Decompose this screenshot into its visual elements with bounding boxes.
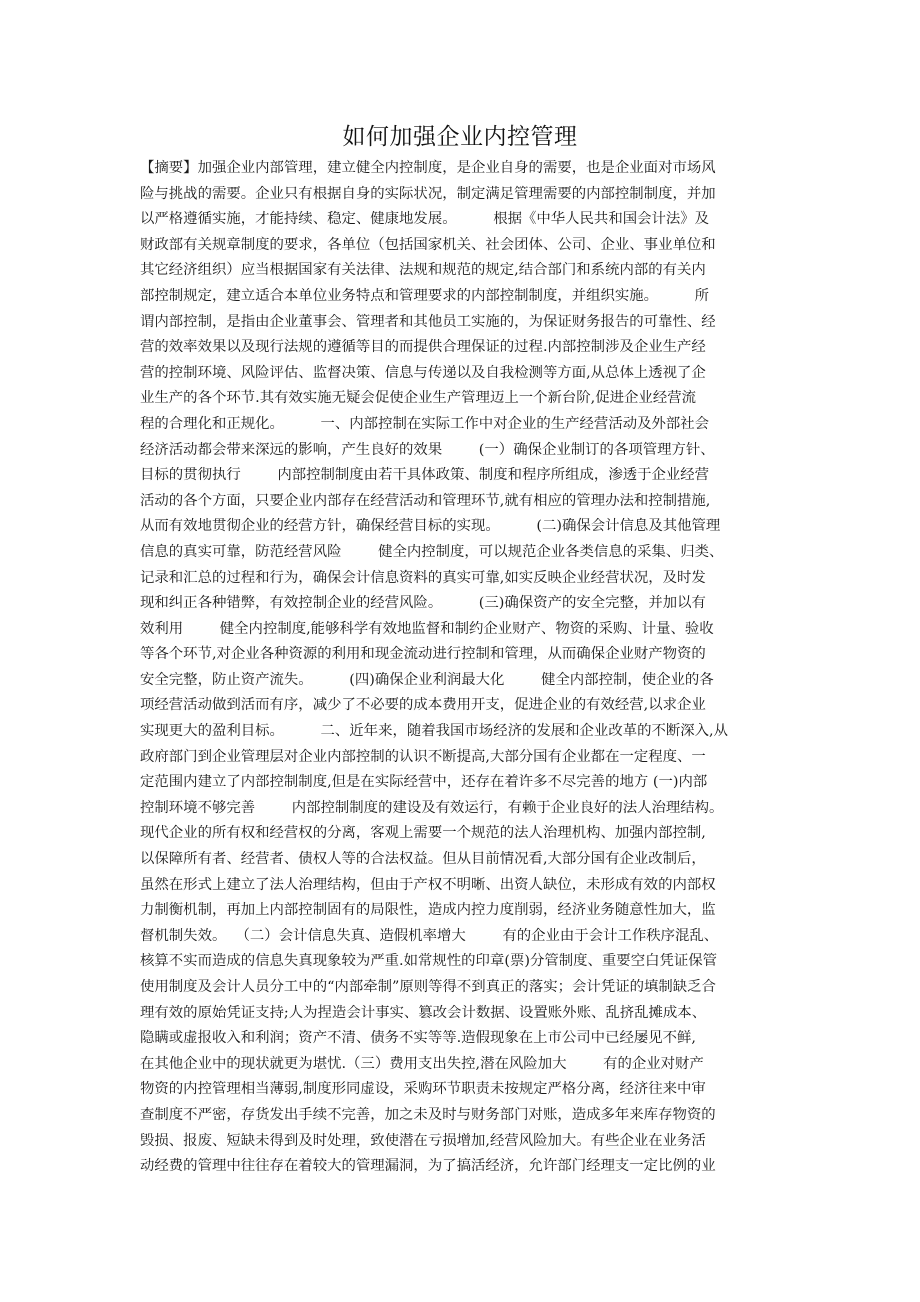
paragraph-line: 物资的内控管理相当薄弱,制度形同虚设，采购环节职责未按规定严格分离，经济往来中审 <box>140 1081 706 1098</box>
paragraph-line: 记录和汇总的过程和行为，确保会计信息资料的真实可靠,如实反映企业经营状况，及时发 <box>140 569 706 586</box>
paragraph-line: 营的控制环境、风险评估、监督决策、信息与传递以及自我检测等方面,从总体上透视了企 <box>140 364 706 381</box>
paragraph-line: 程的合理化和正规化。 一、内部控制在实际工作中对企业的生产经营活动及外部社会 <box>140 415 710 432</box>
paragraph-line: 在其他企业中的现状就更为堪忧.（三）费用支出失控,潜在风险加大 有的企业对财产 <box>140 1055 704 1072</box>
paragraph-line: 控制环境不够完善 内部控制制度的建设及有效运行，有赖于企业良好的法人治理结构。 <box>140 799 724 816</box>
paragraph-line: 隐瞒或虚报收入和利润；资产不清、债务不实等等.造假现象在上市公司中已经屡见不鲜, <box>140 1030 696 1047</box>
document-body <box>140 156 784 1180</box>
paragraph-line: 毁损、报废、短缺未得到及时处理，致使潜在亏损增加,经营风险加大。有些企业在业务活 <box>140 1132 706 1149</box>
paragraph-line: 部控制规定，建立适合本单位业务特点和管理要求的内部控制制度，并组织实施。 所 <box>140 287 710 304</box>
paragraph-line: 以严格遵循实施，才能持续、稳定、健康地发展。 根据《中华人民共和国会计法》及 <box>140 211 710 228</box>
paragraph-line: 效利用 健全内控制度,能够科学有效地监督和制约企业财产、物资的采购、计量、验收 <box>140 620 714 637</box>
paragraph-line: 实现更大的盈利目标。 二、近年来，随着我国市场经济的发展和企业改革的不断深入,从 <box>140 723 729 740</box>
document-title: 如何加强企业内控管理 <box>342 124 578 150</box>
paragraph-line: 虽然在形式上建立了法人治理结构，但由于产权不明晰、出资人缺位，未形成有效的内部权 <box>140 876 716 893</box>
paragraph-line: 督机制失效。 （二）会计信息失真、造假机率增大 有的企业由于会计工作秩序混乱、 <box>140 927 719 944</box>
paragraph-line: 等各个环节,对企业各种资源的利用和现金流动进行控制和管理，从而确保企业财产物资的 <box>140 646 706 663</box>
paragraph-line: 险与挑战的需要。企业只有根据自身的实际状况，制定满足管理需要的内部控制制度，并加 <box>140 185 716 202</box>
paragraph-line: 谓内部控制，是指由企业董事会、管理者和其他员工实施的，为保证财务报告的可靠性、经 <box>140 313 716 330</box>
paragraph-line: 业生产的各个环节.其有效实施无疑会促使企业生产管理迈上一个新台阶,促进企业经营流 <box>140 390 696 407</box>
paragraph-line: 财政部有关规章制度的要求，各单位（包括国家机关、社会团体、公司、企业、事业单位和 <box>140 236 716 253</box>
paragraph-line: 核算不实而造成的信息失真现象较为严重.如常规性的印章(票)分管制度、重要空白凭证保管 <box>140 953 718 970</box>
paragraph-line: 营的效率效果以及现行法规的遵循等目的而提供合理保证的过程.内部控制涉及企业生产经 <box>140 339 706 356</box>
paragraph-line: 理有效的原始凭证支持;人为捏造会计事实、篡改会计数据、设置账外账、乱挤乱摊成本、 <box>140 1004 707 1021</box>
paragraph-line: 从而有效地贯彻企业的经营方针，确保经营目标的实现。 (二)确保会计信息及其他管理 <box>140 518 721 535</box>
paragraph-line: 经济活动都会带来深远的影响，产生良好的效果 (一）确保企业制订的各项管理方针、 <box>140 441 715 458</box>
paragraph-line: 力制衡机制，再加上内部控制固有的局限性，造成内控力度削弱，经济业务随意性加大，监 <box>140 902 716 919</box>
paragraph-line: 目标的贯彻执行 内部控制制度由若干具体政策、制度和程序所组成，渗透于企业经营 <box>140 467 710 484</box>
paragraph-line: 动经费的管理中往往存在着较大的管理漏洞，为了搞活经济，允许部门经理支一定比例的业 <box>140 1158 716 1175</box>
paragraph-line: 使用制度及会计人员分工中的“内部牵制”原则等得不到真正的落实；会计凭证的填制缺乏合 <box>140 979 716 995</box>
paragraph-line: 政府部门到企业管理层对企业内部控制的认识不断提高,大部分国有企业都在一定程度、一 <box>140 748 706 765</box>
paragraph-line: 定范围内建立了内部控制制度,但是在实际经营中，还存在着许多不尽完善的地方 (一)内部 <box>140 774 708 791</box>
paragraph-line: 项经营活动做到活而有序，减少了不必要的成本费用开支，促进企业的有效经营,以求企业 <box>140 697 706 714</box>
paragraph-line: 信息的真实可靠，防范经营风险 健全内控制度，可以规范企业各类信息的采集、归类、 <box>140 543 724 560</box>
paragraph-line: 安全完整，防止资产流失。 (四)确保企业利润最大化 健全内部控制，使企业的各 <box>140 671 714 688</box>
paragraph-line: 以保障所有者、经营者、债权人等的合法权益。但从目前情况看,大部分国有企业改制后， <box>140 851 706 868</box>
paragraph-line: 活动的各个方面，只要企业内部存在经营活动和管理环节,就有相应的管理办法和控制措施, <box>140 492 711 509</box>
paragraph-line: 查制度不严密，存货发出手续不完善，加之未及时与财务部门对账，造成多年来库存物资的 <box>140 1106 716 1123</box>
paragraph-line: 【摘要】加强企业内部管理，建立健全内控制度，是企业自身的需要，也是企业面对市场风 <box>140 160 716 176</box>
paragraph-line: 现代企业的所有权和经营权的分离，客观上需要一个规范的法人治理机构、加强内部控制, <box>140 825 706 842</box>
paragraph-line: 其它经济组织）应当根据国家有关法律、法规和规范的规定,结合部门和系统内部的有关内 <box>140 262 706 279</box>
paragraph-line: 现和纠正各种错弊，有效控制企业的经营风险。 (三)确保资产的安全完整，并加以有 <box>140 595 706 612</box>
